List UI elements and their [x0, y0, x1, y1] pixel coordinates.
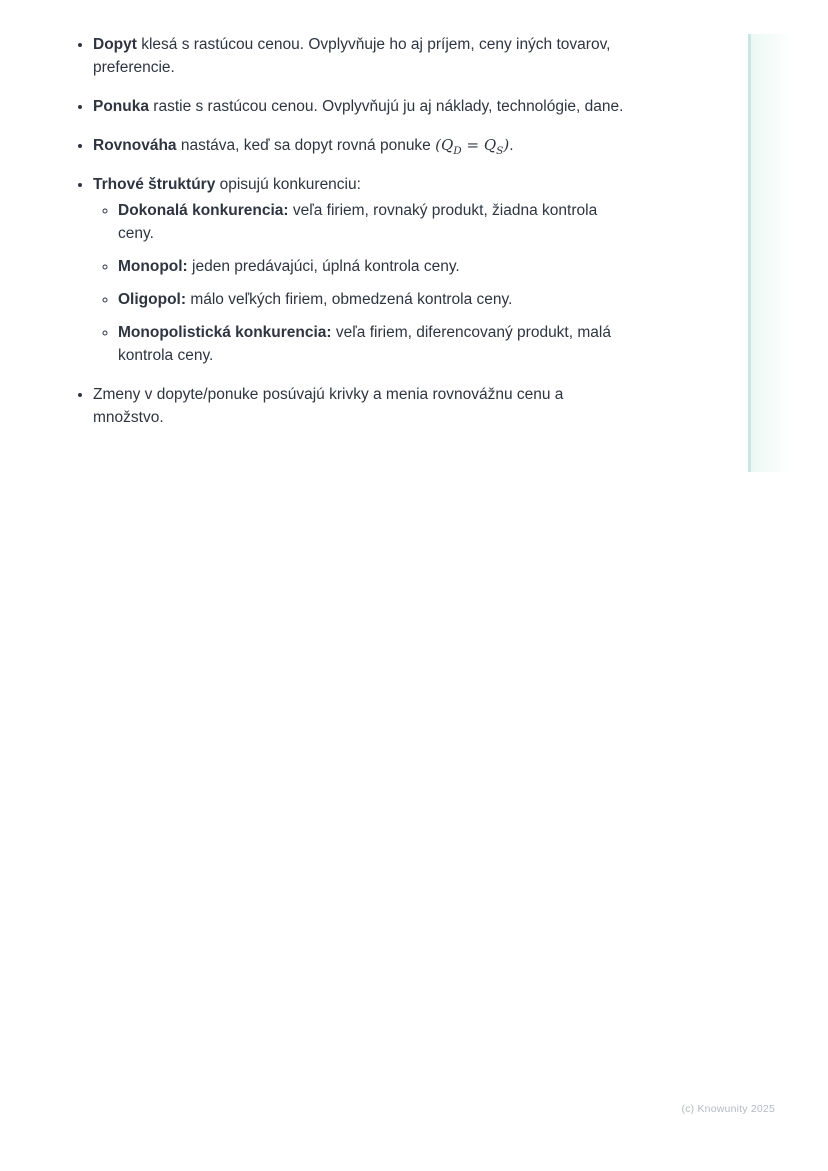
list-item-trhove-struktury — [93, 173, 733, 367]
term-label: Monopolistická konkurencia: — [118, 324, 332, 341]
term-label: Ponuka — [93, 98, 149, 115]
item-text-line: Zmeny v dopyte/ponuke posúvajú krivky a menia rovnovážnu cenu a — [93, 386, 564, 403]
item-text-line: veľa firiem, rovnaký produkt, žiadna kontrola — [288, 202, 598, 219]
accent-fade — [751, 34, 793, 472]
item-text-line: preferencie. — [93, 59, 175, 76]
footer-copyright: (c) Knowunity 2025 — [681, 1103, 775, 1115]
list-item-monopol — [118, 255, 733, 278]
list-item-oligopol — [118, 288, 733, 311]
item-text-line: klesá s rastúcou cenou. Ovplyvňuje ho aj príjem, ceny iných tovarov, — [136, 36, 611, 53]
item-text-line: nastáva, keď sa dopyt rovná ponuke — [176, 137, 436, 154]
item-text-line: jeden predávajúci, úplná kontrola ceny. — [187, 258, 460, 275]
item-text-line: málo veľkých firiem, obmedzená kontrola ceny. — [186, 291, 513, 308]
item-text-line: ceny. — [118, 225, 154, 242]
item-text-line: množstvo. — [93, 409, 164, 426]
accent-line — [748, 34, 751, 472]
math-paren-close: ) — [503, 136, 510, 154]
page-edge-highlight — [748, 34, 828, 472]
math-sub-s: S — [496, 145, 504, 157]
math-equals: = — [461, 136, 484, 154]
math-qd: Q — [440, 136, 454, 154]
list-item-dopyt — [93, 33, 733, 79]
item-text-line: kontrola ceny. — [118, 347, 214, 364]
math-qs: Q — [483, 136, 497, 154]
item-text-line: . — [509, 137, 514, 154]
list-item-dokonala-konkurencia — [118, 199, 733, 245]
math-paren-open: ( — [435, 136, 441, 154]
list-item-zmeny — [93, 383, 733, 429]
item-text-line: opisujú konkurenciu: — [215, 176, 361, 193]
list-item-ponuka — [93, 95, 733, 118]
math-expression — [435, 136, 510, 157]
term-label: Dokonalá konkurencia: — [118, 202, 289, 219]
term-label: Oligopol: — [118, 291, 187, 308]
term-label: Monopol: — [118, 258, 188, 275]
list-item-monopolisticka-konkurencia — [118, 321, 733, 367]
item-text-line: rastie s rastúcou cenou. Ovplyvňujú ju aj náklady, technológie, dane. — [148, 98, 624, 115]
list-item-rovnovaha — [93, 134, 733, 157]
math-sub-d: D — [453, 145, 462, 157]
item-text-line: veľa firiem, diferencovaný produkt, malá — [331, 324, 611, 341]
term-label: Rovnováha — [93, 137, 177, 154]
sub-bullet-list — [93, 199, 733, 367]
term-label: Trhové štruktúry — [93, 176, 216, 193]
term-label: Dopyt — [93, 36, 137, 53]
bullet-list — [0, 0, 733, 429]
